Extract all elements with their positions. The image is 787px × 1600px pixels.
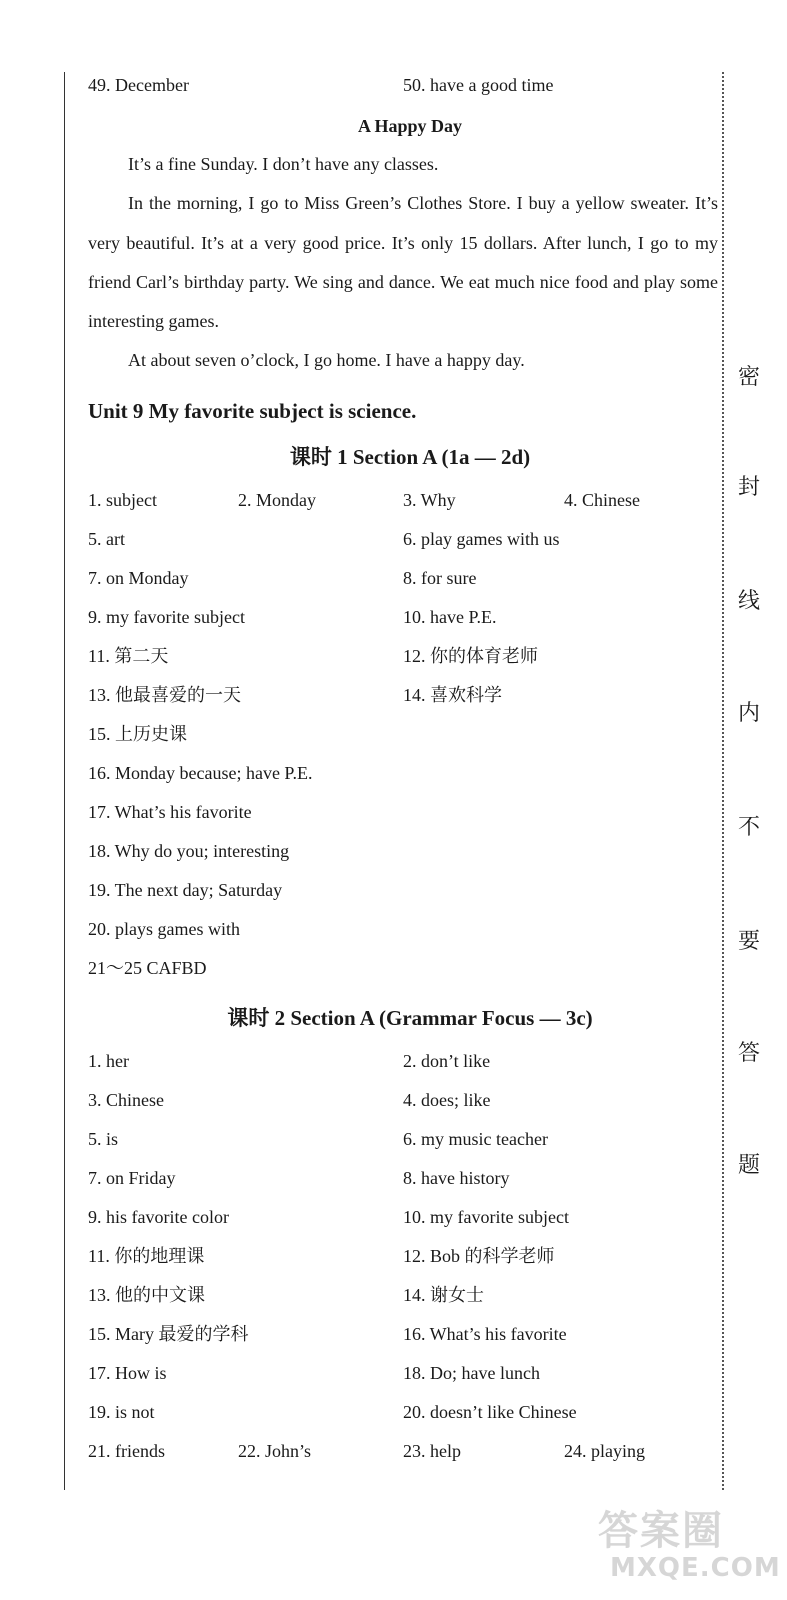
answer-row — [88, 717, 718, 756]
answer-item: 7. on Friday — [88, 1167, 176, 1188]
answer-item: 13. 他最喜爱的一天 — [88, 684, 241, 705]
answer-item: 23. help — [403, 1440, 461, 1461]
answer-item: 20. plays games with — [88, 918, 240, 939]
seal-char: 答 — [737, 1041, 760, 1066]
answer-item: 16. What’s his favorite — [403, 1323, 567, 1344]
watermark-text: 答案圈 — [598, 1508, 724, 1554]
answer-item: 49. December — [88, 75, 189, 95]
answer-item: 11. 第二天 — [88, 645, 169, 666]
answer-item: 22. John’s — [238, 1440, 312, 1461]
section-title: 课时 1 Section A (1a — 2d) — [289, 444, 531, 469]
answer-row — [88, 873, 718, 912]
answer-item: 6. play games with us — [403, 528, 560, 549]
answer-item: 14. 谢女士 — [403, 1284, 484, 1305]
answer-row — [88, 561, 718, 600]
answer-row — [88, 795, 718, 834]
unit-title: Unit 9 My favorite subject is science. — [88, 398, 417, 423]
answer-item: 10. have P.E. — [403, 606, 497, 627]
answer-row — [88, 756, 718, 795]
answer-item: 15. Mary 最爱的学科 — [88, 1323, 249, 1344]
answer-item: 1. her — [88, 1050, 129, 1071]
answer-item: 3. Why — [403, 489, 456, 510]
essay-paragraph: It’s a fine Sunday. I don’t have any classes. — [128, 154, 439, 174]
seal-char: 不 — [737, 815, 760, 840]
answer-item: 2. don’t like — [403, 1050, 491, 1071]
answer-item: 12. 你的体育老师 — [403, 645, 538, 666]
answer-item: 19. The next day; Saturday — [88, 879, 283, 900]
answer-item: 5. is — [88, 1128, 119, 1149]
answer-item: 3. Chinese — [88, 1089, 164, 1110]
section-title: 课时 2 Section A (Grammar Focus — 3c) — [227, 1005, 593, 1030]
answer-item: 21. friends — [88, 1440, 165, 1461]
answer-item: 20. doesn’t like Chinese — [403, 1401, 577, 1422]
answer-row — [88, 522, 718, 561]
answer-row — [88, 1317, 718, 1356]
answer-row — [88, 68, 718, 107]
answer-row — [88, 912, 718, 951]
answer-item: 4. does; like — [403, 1089, 491, 1110]
left-margin-line — [64, 72, 65, 1490]
answer-item: 8. for sure — [403, 567, 477, 588]
answer-item: 18. Why do you; interesting — [88, 840, 290, 861]
answer-item: 10. my favorite subject — [403, 1206, 569, 1227]
answer-row — [88, 834, 718, 873]
answer-item: 18. Do; have lunch — [403, 1362, 540, 1383]
answer-row — [88, 678, 718, 717]
answer-item: 8. have history — [403, 1167, 510, 1188]
seal-char: 要 — [737, 929, 760, 954]
answer-row — [88, 483, 718, 522]
answer-item: 21～25 CAFBD — [88, 957, 207, 978]
answer-item: 19. is not — [88, 1401, 155, 1422]
answer-item: 9. my favorite subject — [88, 606, 245, 627]
answer-row — [88, 1200, 718, 1239]
essay-paragraph: At about seven o’clock, I go home. I have a happy day. — [128, 350, 525, 371]
answer-row — [88, 1161, 718, 1200]
answer-item: 16. Monday because; have P.E. — [88, 762, 313, 783]
answer-item: 14. 喜欢科学 — [403, 684, 502, 705]
answer-item: 17. What’s his favorite — [88, 801, 252, 822]
watermark-url: MXQE.COM — [610, 1553, 781, 1583]
answer-row — [88, 1083, 718, 1122]
answer-row — [88, 1395, 718, 1434]
answer-row — [88, 1239, 718, 1278]
answer-item: 13. 他的中文课 — [88, 1284, 205, 1305]
seal-char: 线 — [737, 589, 760, 614]
answer-item: 12. Bob 的科学老师 — [403, 1245, 555, 1266]
essay-title: A Happy Day — [357, 116, 463, 136]
answer-row — [88, 951, 718, 990]
answer-item: 15. 上历史课 — [88, 723, 187, 744]
answer-row — [88, 639, 718, 678]
answer-row — [88, 1122, 718, 1161]
answer-item: 24. playing — [564, 1440, 645, 1461]
seal-char: 内 — [737, 701, 760, 726]
answer-item: 17. How is — [88, 1362, 167, 1383]
watermark-logo — [590, 1495, 780, 1595]
answer-row — [88, 1356, 718, 1395]
answer-item: 7. on Monday — [88, 567, 189, 588]
answer-row — [88, 600, 718, 639]
answer-item: 1. subject — [88, 489, 157, 510]
essay-paragraph: In the morning, I go to Miss Green’s Clothes Store. I buy a yellow sweater. It’s very beautiful. It’s at a very good price. It’s only 15 dollars. After lunch, I go to my friend Carl’s birthday party. We sing and dance. We eat much nice food and play some interesting games. — [88, 193, 718, 332]
answer-item: 6. my music teacher — [403, 1128, 548, 1149]
seal-char: 封 — [737, 475, 760, 500]
answer-item: 2. Monday — [238, 489, 316, 510]
answer-row — [88, 1278, 718, 1317]
answer-item: 5. art — [88, 528, 125, 549]
answer-row — [88, 1044, 718, 1083]
answer-item: 9. his favorite color — [88, 1206, 229, 1227]
answer-row — [88, 1434, 718, 1473]
answer-item: 50. have a good time — [403, 75, 554, 95]
seal-char: 密 — [737, 365, 760, 390]
answer-item: 11. 你的地理课 — [88, 1245, 205, 1266]
binding-dotted-line — [722, 72, 724, 1490]
answer-item: 4. Chinese — [564, 489, 640, 510]
seal-char: 题 — [737, 1153, 760, 1178]
answer-content — [88, 68, 718, 1473]
